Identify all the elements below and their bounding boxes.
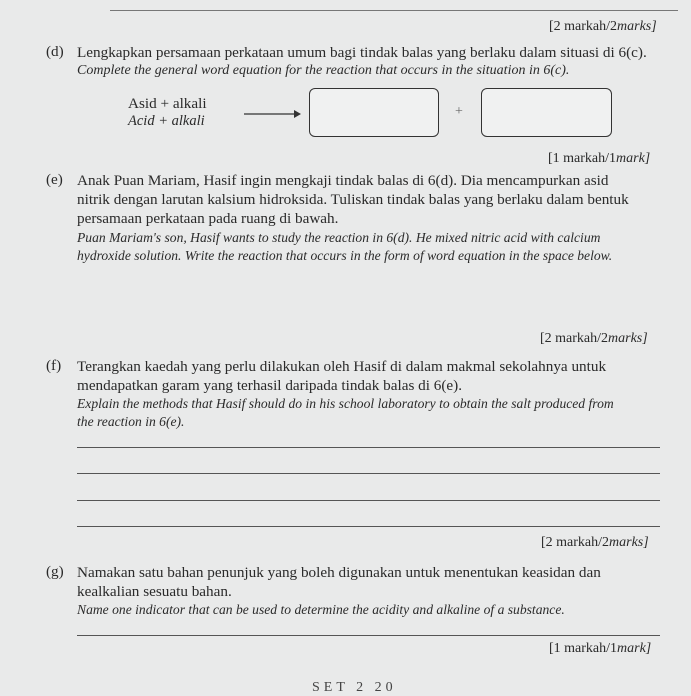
question-g-en-line-1: Name one indicator that can be used to determine the acidity and alkaline of a substance.	[77, 602, 565, 617]
marks-top	[549, 19, 657, 35]
answer-line-f-2[interactable]	[77, 473, 660, 474]
equation-reactants-en: Acid + alkali	[128, 113, 205, 129]
question-e-en-line-1: Puan Mariam's son, Hasif wants to study the reaction in 6(d). He mixed nitric acid with calcium	[77, 230, 601, 245]
question-d-en: Complete the general word equation for the reaction that occurs in the situation in 6(c).	[77, 63, 570, 78]
question-e-label: (e)	[46, 171, 63, 188]
answer-line-f-4[interactable]	[77, 526, 660, 527]
question-e-ms-line-2: nitrik dengan larutan kalsium hidroksida. Tuliskan tindak balas yang berlaku dalam bentuk	[77, 191, 629, 208]
marks-e-ms: [2 markah/2	[540, 331, 609, 346]
question-f-en-line-1: Explain the methods that Hasif should do in his school laboratory to obtain the salt produced from	[77, 396, 614, 411]
question-e-ms-line-3: persamaan perkataan pada ruang di bawah.	[77, 210, 339, 227]
question-e-en-line-2: hydroxide solution. Write the reaction that occurs in the form of word equation in the space below.	[77, 248, 613, 263]
question-f-en-line-2: the reaction in 6(e).	[77, 414, 185, 429]
page-footer: SET 2 20	[312, 680, 397, 695]
equation-plus: +	[455, 104, 463, 119]
marks-d-en: mark]	[616, 151, 651, 166]
marks-top-ms: [2 markah/2	[549, 19, 618, 34]
question-f-ms-line-2: mendapatkan garam yang terhasil daripada tindak balas di 6(e).	[77, 377, 463, 394]
marks-f-en: marks]	[609, 535, 649, 550]
answer-line-f-3[interactable]	[77, 500, 660, 501]
marks-top-en: marks]	[617, 19, 657, 34]
question-d-label: (d)	[46, 43, 64, 60]
marks-f	[541, 535, 649, 551]
question-g-ms-line-1: Namakan satu bahan penunjuk yang boleh digunakan untuk menentukan keasidan dan	[77, 564, 601, 581]
question-e-ms-line-1: Anak Puan Mariam, Hasif ingin mengkaji tindak balas di 6(d). Dia mencampurkan asid	[77, 172, 609, 189]
question-f-label: (f)	[46, 357, 62, 374]
answer-line-f-1[interactable]	[77, 447, 660, 448]
question-f-ms-line-1: Terangkan kaedah yang perlu dilakukan oleh Hasif di dalam makmal sekolahnya untuk	[77, 358, 607, 375]
answer-line-g-1[interactable]	[77, 635, 660, 636]
marks-g	[549, 641, 651, 657]
top-answer-line	[110, 10, 678, 11]
equation-reactants-ms: Asid + alkali	[128, 95, 207, 112]
equation-arrow	[242, 108, 302, 120]
marks-g-ms: [1 markah/1	[549, 641, 618, 656]
marks-d	[548, 151, 650, 167]
marks-g-en: mark]	[617, 641, 652, 656]
question-g-ms-line-2: kealkalian sesuatu bahan.	[77, 583, 232, 600]
question-g-label: (g)	[46, 563, 64, 580]
question-d-ms: Lengkapkan persamaan perkataan umum bagi tindak balas yang berlaku dalam situasi di 6(c).	[77, 44, 647, 61]
marks-f-ms: [2 markah/2	[541, 535, 610, 550]
answer-box-product-2[interactable]	[481, 88, 612, 137]
answer-box-product-1[interactable]	[309, 88, 439, 137]
marks-e	[540, 331, 648, 347]
marks-d-ms: [1 markah/1	[548, 151, 617, 166]
marks-e-en: marks]	[608, 331, 648, 346]
